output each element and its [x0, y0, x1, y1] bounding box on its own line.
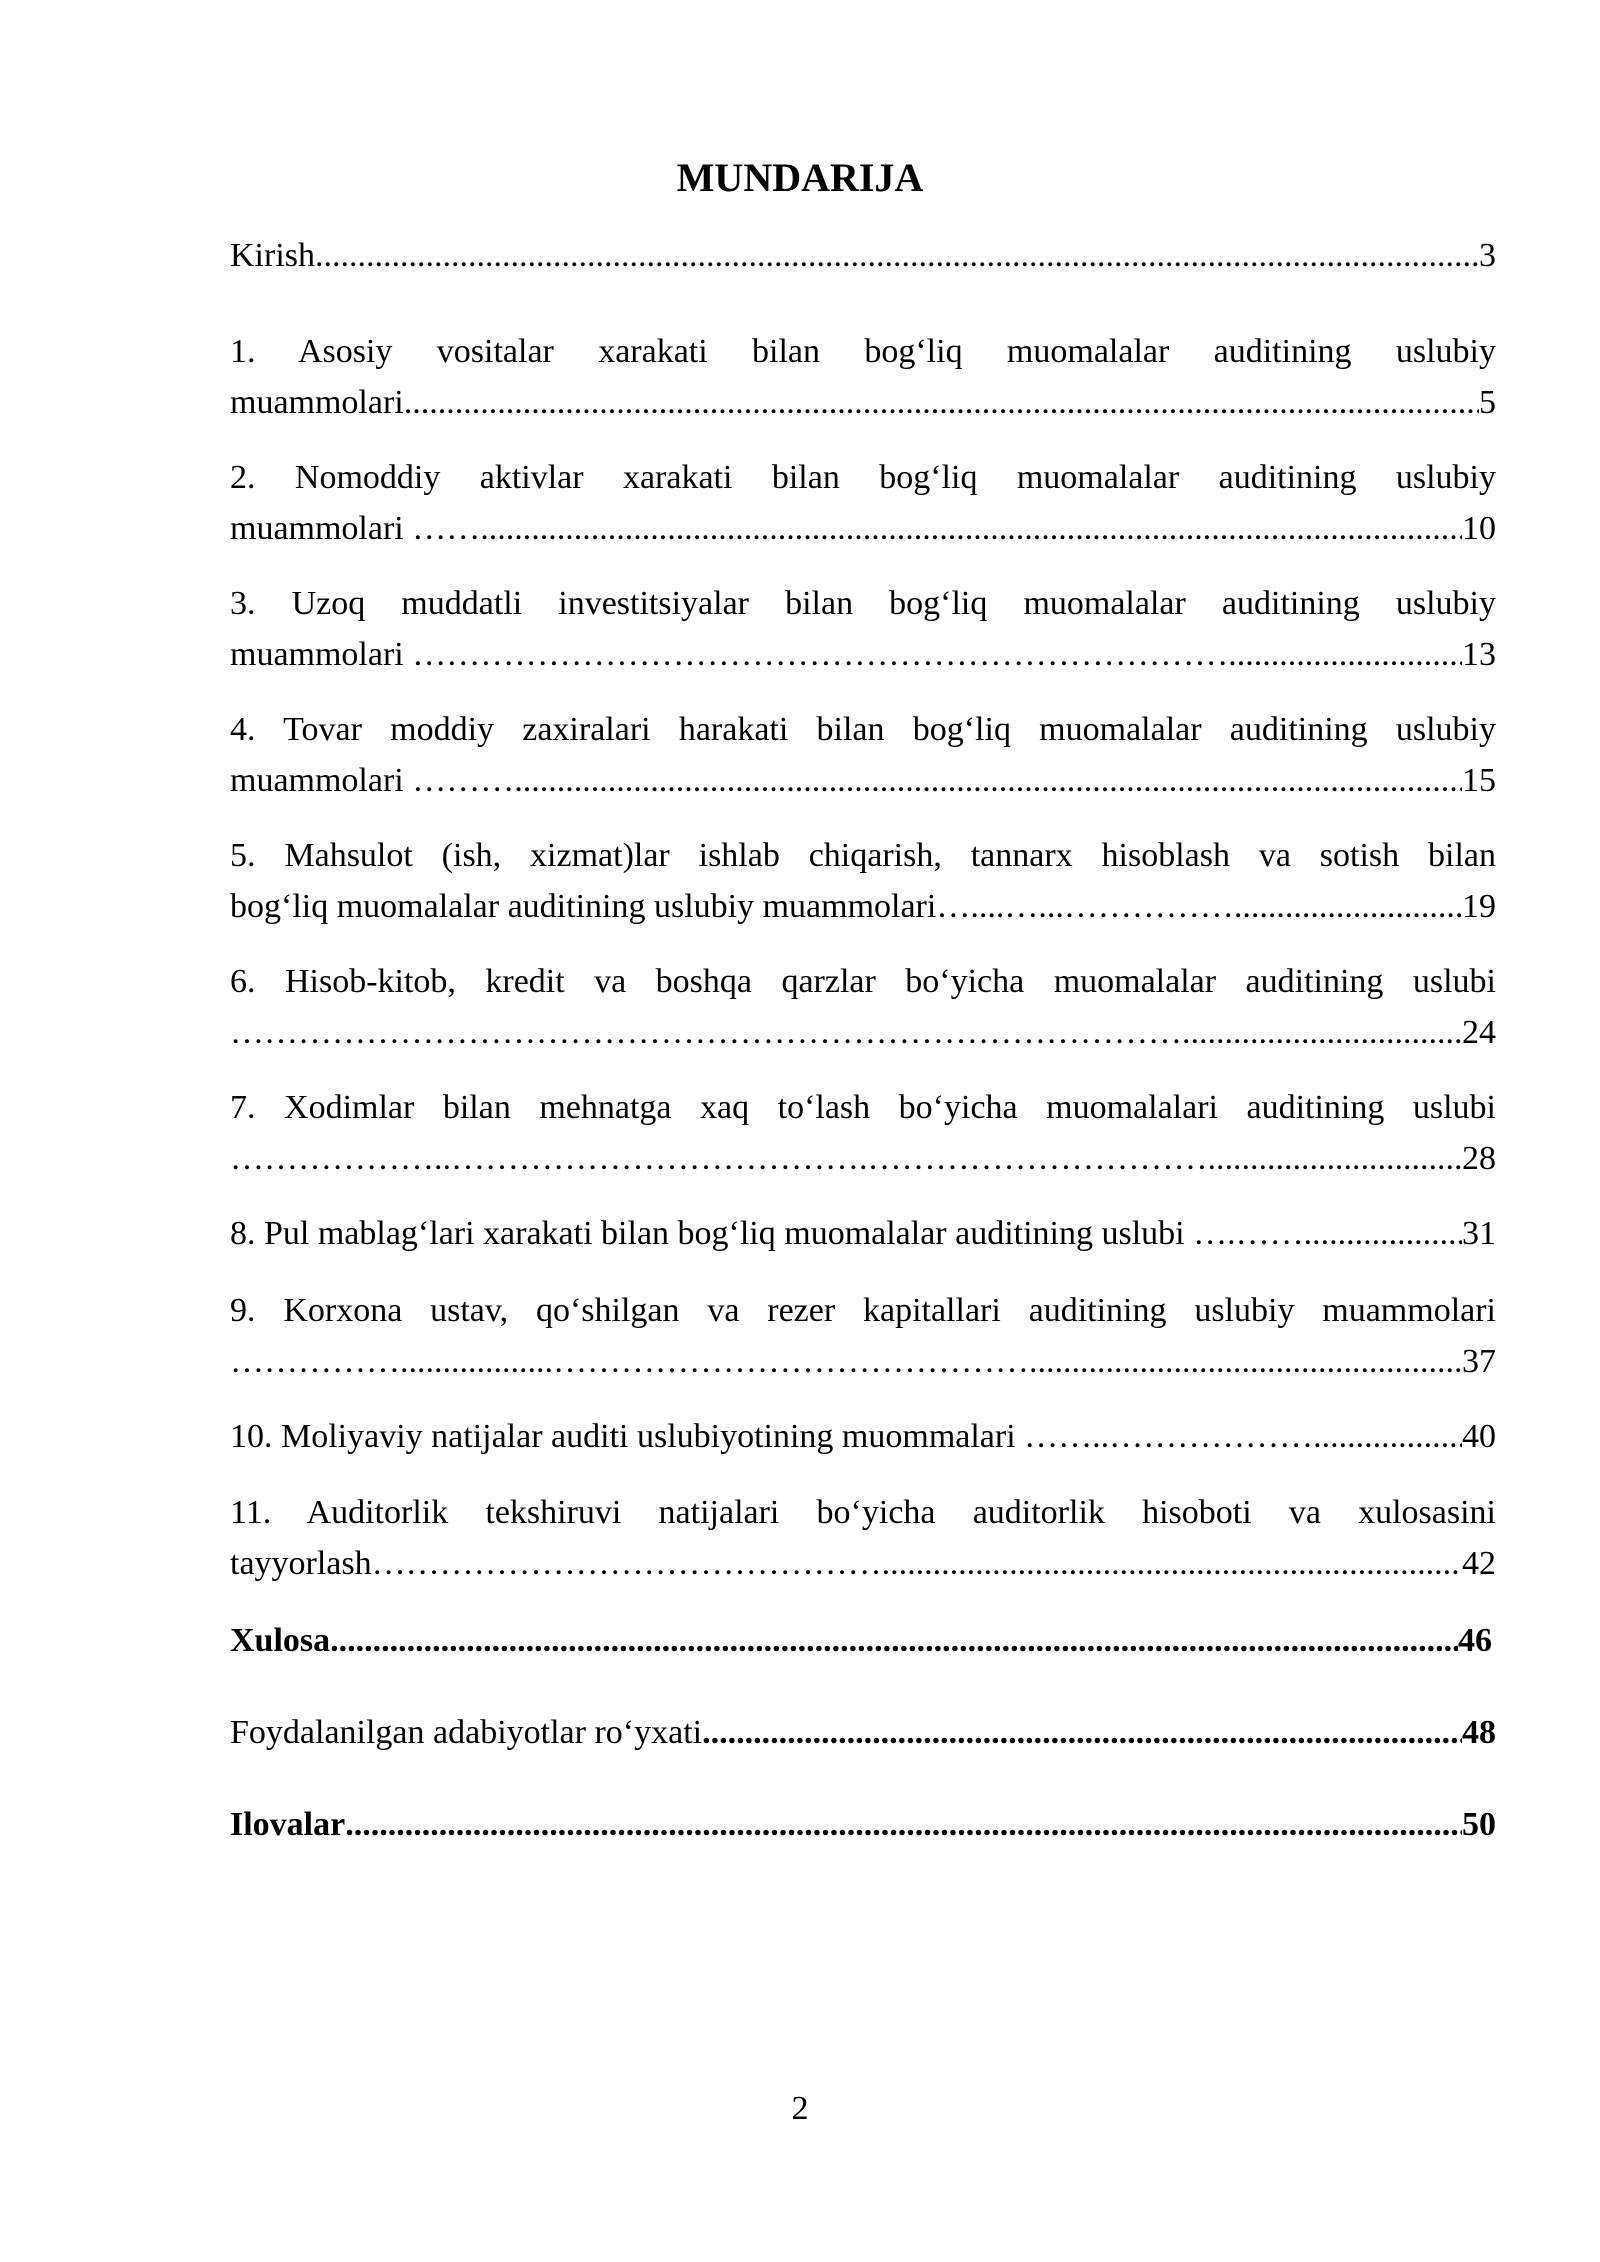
toc-leader-dots — [345, 1799, 1462, 1850]
toc-leader-dots — [315, 230, 1479, 281]
toc-entry-page: 48 — [1462, 1714, 1496, 1751]
toc-entry-title-continued: ………………..……………………………….………………………… — [230, 1140, 1208, 1177]
toc-leader-dots — [882, 1538, 1462, 1589]
toc-leader-dots — [1182, 1007, 1462, 1058]
toc-entry-page: 50 — [1462, 1806, 1496, 1843]
toc-entry-6 — [230, 956, 1496, 1058]
toc-entry-title-continued: muammolari ……………………………………………………………… — [230, 636, 1229, 673]
page-title: MUNDARIJA — [676, 155, 924, 200]
toc-entry-title: 4. Tovar moddiy zaxiralari harakati bilan bog‘liq muomalalar auditining uslubiy — [230, 711, 1496, 748]
page-number: 2 — [791, 2090, 809, 2127]
toc-entry-page: 13 — [1462, 636, 1496, 673]
toc-leader-dots — [702, 1707, 1462, 1758]
toc-entry-title: Ilovalar — [230, 1806, 346, 1843]
toc-entry-title: Kirish — [230, 237, 315, 274]
toc-entry-title: 2. Nomoddiy aktivlar xarakati bilan bog‘liq muomalalar auditining uslubiy — [230, 459, 1496, 496]
toc-leader-dots — [404, 377, 1479, 428]
toc-entry-10 — [230, 1411, 1496, 1462]
toc-entry-title: Foydalanilgan adabiyotlar ro‘yxati — [230, 1714, 703, 1751]
toc-entry-title: 10. Moliyaviy natijalar auditi uslubiyotining muommalari ……..……………… — [230, 1418, 1314, 1455]
toc-entry-5 — [230, 830, 1496, 932]
toc-leader-dots — [1208, 1133, 1463, 1184]
toc-leader-dots — [330, 1615, 1458, 1666]
toc-entry-11 — [230, 1487, 1496, 1589]
toc-entry-page: 28 — [1462, 1140, 1496, 1177]
toc-entry-title-continued: tayyorlash……………………………………… — [230, 1545, 882, 1582]
toc-entry-title-continued: muammolari …… — [230, 510, 481, 547]
toc-entry-8 — [230, 1208, 1496, 1259]
toc-leader-dots — [514, 755, 1462, 806]
toc-entry-title-continued: muammolari — [230, 384, 404, 421]
toc-entry-title: 7. Xodimlar bilan mehnatga xaq to‘lash bo‘yicha muomalalari auditining uslubi — [230, 1089, 1496, 1126]
toc-entry-page: 37 — [1462, 1343, 1496, 1380]
toc-entry-conclusion — [230, 1615, 1492, 1666]
toc-leader-dots — [1228, 629, 1462, 680]
toc-entry-page: 46 — [1458, 1622, 1492, 1659]
toc-entry-title-continued: ……………..................…………………………………… — [230, 1343, 1029, 1380]
toc-entry-title: Xulosa — [230, 1622, 331, 1659]
toc-entry-page: 3 — [1479, 237, 1496, 274]
toc-leader-dots — [480, 503, 1462, 554]
toc-entry-appendices — [230, 1799, 1496, 1850]
toc-entry-3 — [230, 578, 1496, 680]
toc-entry-7 — [230, 1082, 1496, 1184]
toc-entry-page: 42 — [1462, 1545, 1496, 1582]
toc-leader-dots — [1029, 1336, 1462, 1387]
toc-entry-title: 9. Korxona ustav, qo‘shilgan va rezer kapitallari auditining uslubiy muammolari — [230, 1292, 1496, 1329]
toc-entry-title: 5. Mahsulot (ish, xizmat)lar ishlab chiqarish, tannarx hisoblash va sotish bilan — [230, 837, 1496, 874]
toc-leader-dots — [1313, 1411, 1462, 1462]
toc-entry-title-continued: ………………………………………………………………………… — [230, 1014, 1182, 1051]
toc-entry-1 — [230, 326, 1496, 428]
toc-entry-title: 6. Hisob-kitob, kredit va boshqa qarzlar bo‘yicha muomalalar auditining uslubi — [230, 963, 1496, 1000]
toc-entry-title-continued: muammolari ……… — [230, 762, 515, 799]
toc-entry-page: 19 — [1462, 888, 1496, 925]
toc-leader-dots — [1234, 881, 1462, 932]
toc-entry-page: 10 — [1462, 510, 1496, 547]
toc-entry-title: 11. Auditorlik tekshiruvi natijalari bo‘yicha auditorlik hisoboti va xulosasini — [230, 1494, 1496, 1531]
toc-entry-introduction — [230, 230, 1496, 281]
toc-entry-title: 1. Asosiy vositalar xarakati bilan bog‘liq muomalalar auditining uslubiy — [230, 333, 1496, 370]
toc-entry-references — [230, 1707, 1496, 1758]
toc-entry-page: 24 — [1462, 1014, 1496, 1051]
toc-entry-9 — [230, 1285, 1496, 1387]
toc-entry-title-continued: bog‘liq muomalalar auditining uslubiy muammolari…....…...…………… — [230, 888, 1234, 925]
toc-leader-dots — [1304, 1208, 1462, 1259]
toc-entry-title: 8. Pul mablag‘lari xarakati bilan bog‘liq muomalalar auditining uslubi ….…… — [230, 1215, 1304, 1252]
toc-entry-title: 3. Uzoq muddatli investitsiyalar bilan bog‘liq muomalalar auditining uslubiy — [230, 585, 1496, 622]
toc-entry-page: 31 — [1462, 1215, 1496, 1252]
toc-entry-page: 40 — [1462, 1418, 1496, 1455]
toc-entry-page: 5 — [1479, 384, 1496, 421]
toc-entry-page: 15 — [1462, 762, 1496, 799]
toc-entry-4 — [230, 704, 1496, 806]
toc-entry-2 — [230, 452, 1496, 554]
